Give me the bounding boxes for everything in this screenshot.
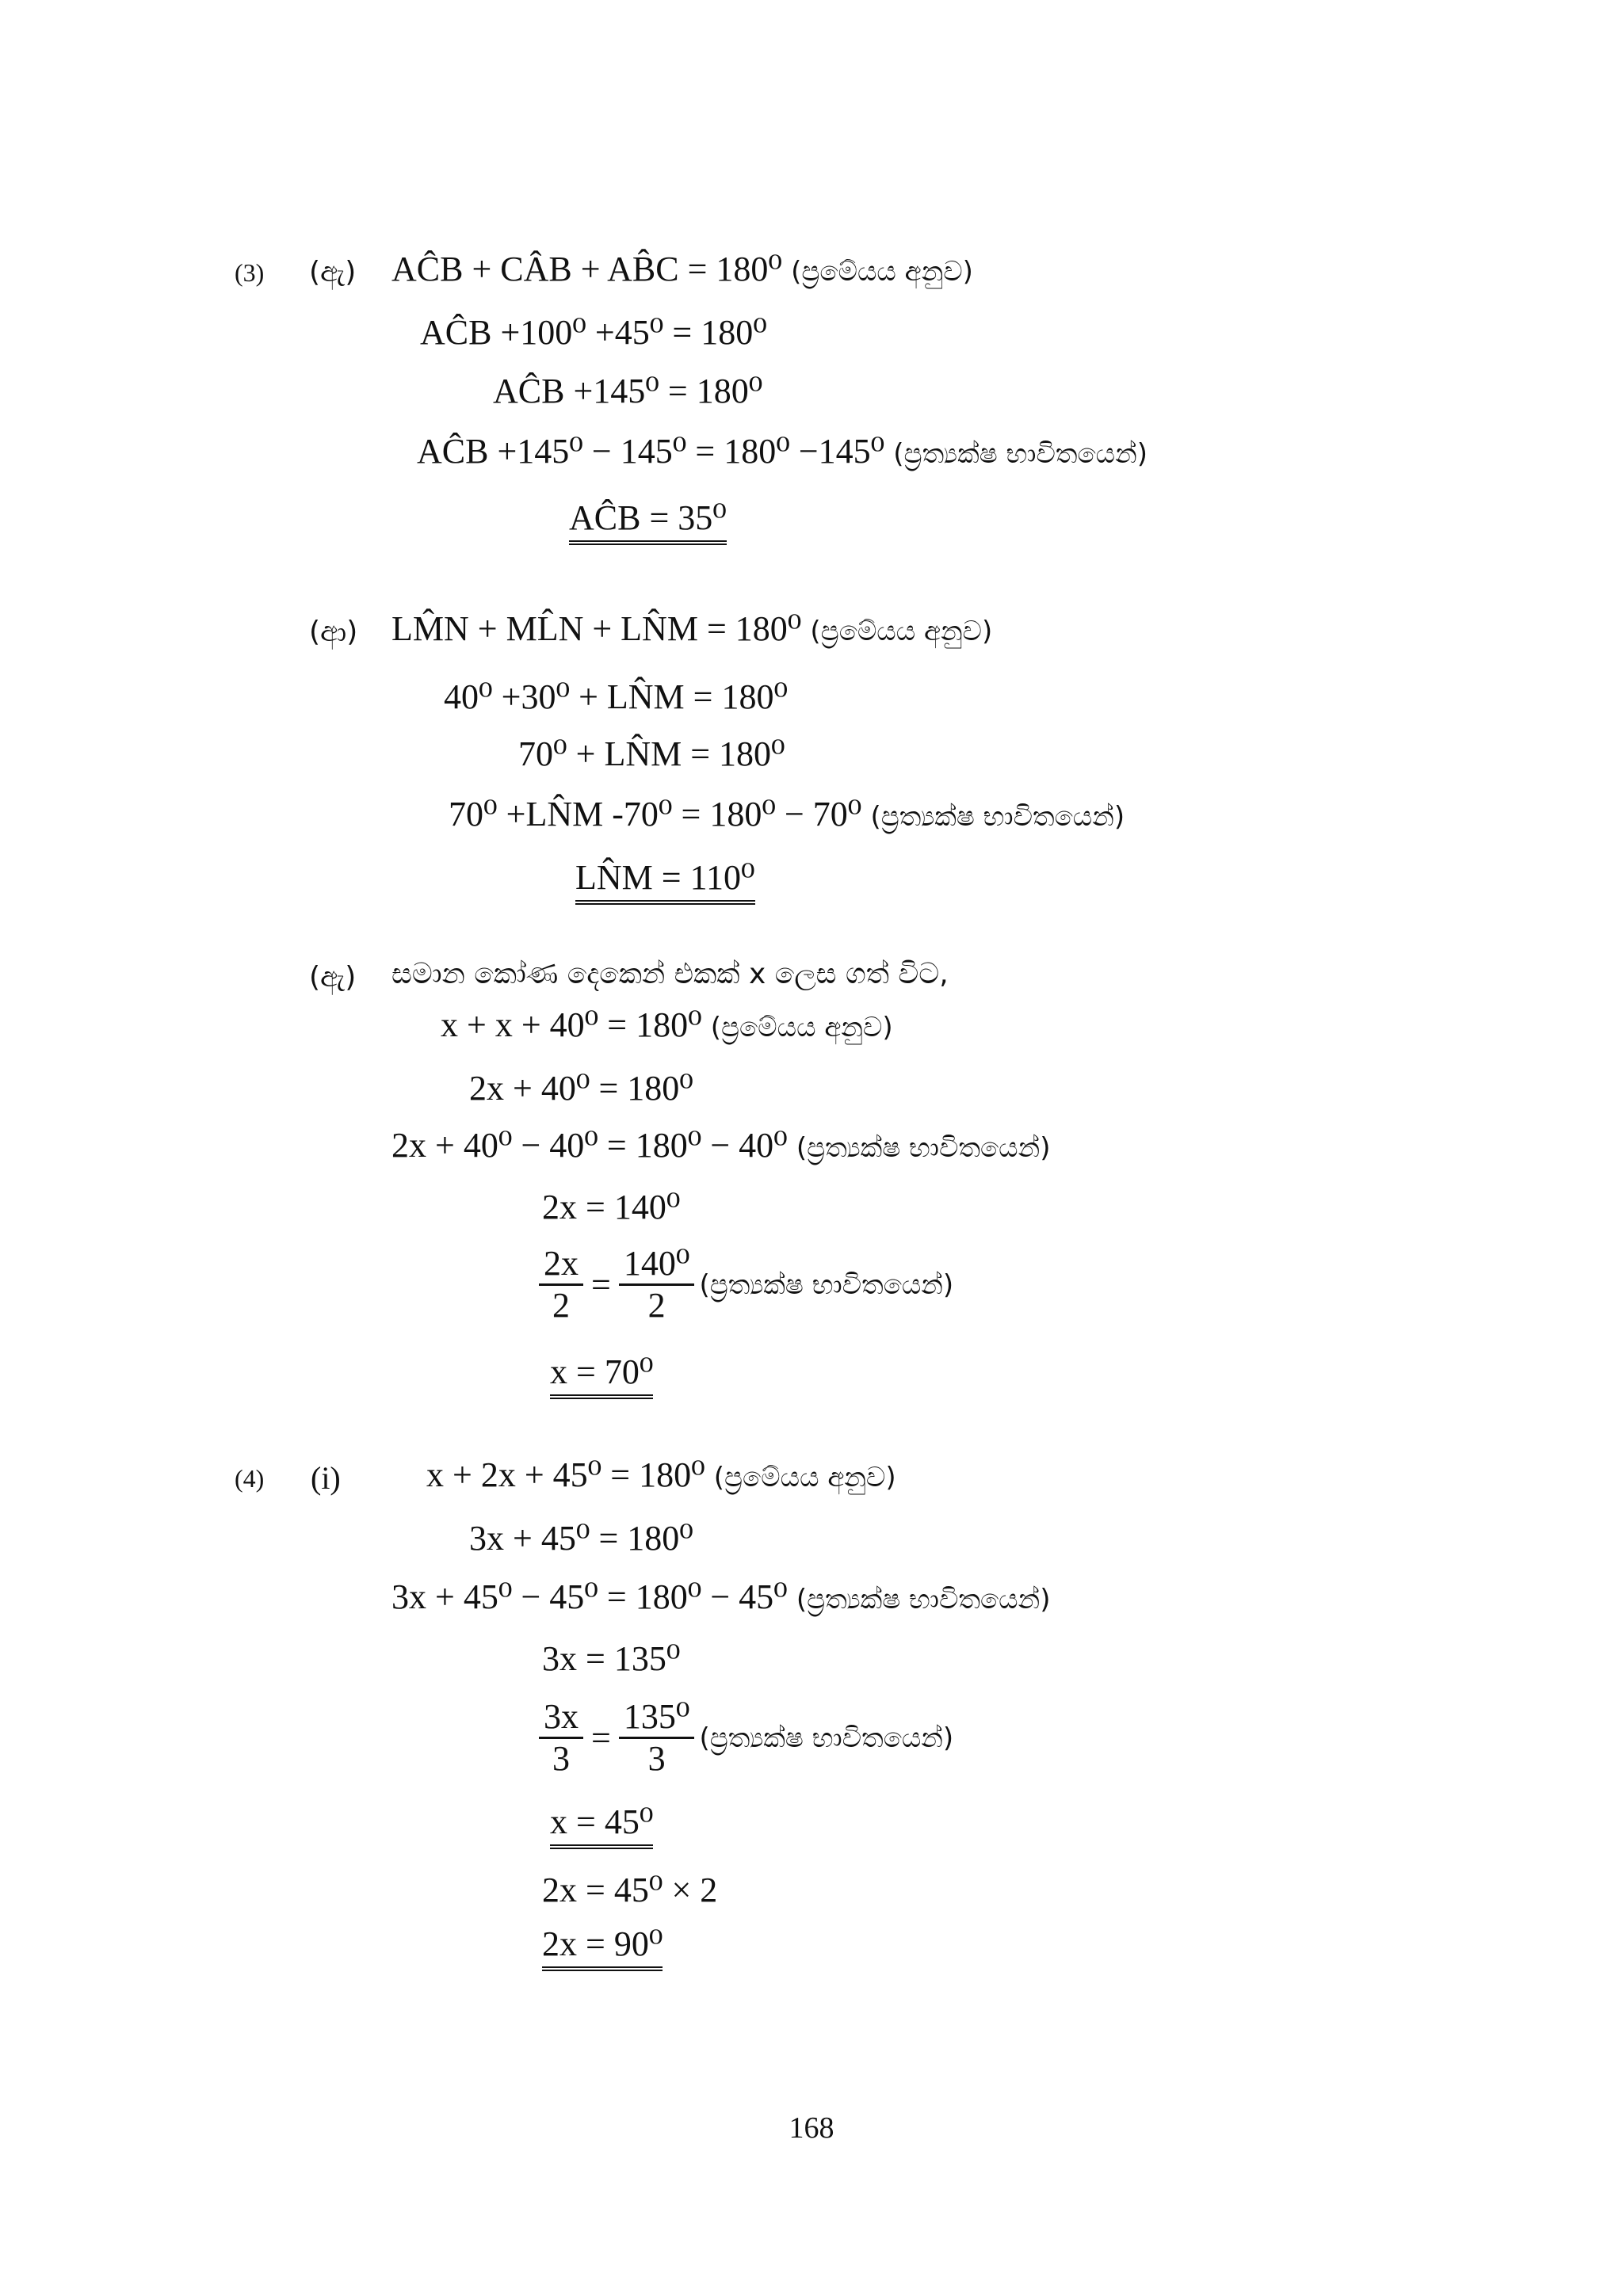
p3a-line4-equation: AĈB +145⁰ − 145⁰ = 180⁰ −145⁰: [417, 432, 885, 471]
problem-3-number: (3): [235, 258, 265, 287]
p3a-line2: AĈB +100⁰ +45⁰ = 180⁰: [420, 313, 767, 352]
p3c-line3-note: (ප්‍රත්‍යක්ෂ භාවිතයෙන්): [796, 1132, 1051, 1164]
p4i-line5: 2x = 45⁰ × 2: [542, 1871, 718, 1909]
p4i-line1-equation: x + 2x + 45⁰ = 180⁰: [426, 1455, 705, 1494]
p3b-result: LN̂M = 110⁰: [575, 857, 755, 905]
p3c-intro: සමාන කෝණ දෙකෙන් එකක් x ලෙස ගත් විට,: [391, 958, 949, 990]
part-i-label: (i): [311, 1460, 341, 1496]
p4i-frac-right: [619, 1697, 695, 1779]
p4i-line3: [391, 1575, 1051, 1622]
p4i-frac-left-den: 3: [552, 1739, 570, 1778]
p3c-result: x = 70⁰: [550, 1352, 653, 1399]
p4i-frac-note: (ප්‍රත්‍යක්ෂ භාවිතයෙන්): [699, 1722, 954, 1754]
p4i-line1: [426, 1453, 896, 1500]
p3c-frac-left: [539, 1244, 583, 1325]
p3c-frac-note: (ප්‍රත්‍යක්ෂ භාවිතයෙන්): [699, 1268, 954, 1301]
p3c-frac-left-den: 2: [552, 1286, 570, 1325]
p3a-line1-note: (ප්‍රමේයය අනුව): [791, 256, 973, 288]
p3c-line4: 2x = 140⁰: [542, 1188, 681, 1226]
p3c-line1: [441, 1003, 893, 1050]
p3a-line4-note: (ප්‍රත්‍යක්ෂ භාවිතයෙන්): [893, 438, 1148, 470]
p3a-result: AĈB = 35⁰: [569, 498, 727, 545]
p3a-line4: [417, 429, 1148, 476]
p4i-line3-equation: 3x + 45⁰ − 45⁰ = 180⁰ − 45⁰: [391, 1577, 788, 1616]
p3c-line1-equation: x + x + 40⁰ = 180⁰: [441, 1005, 702, 1044]
p3a-line1-equation: AĈB + CÂB + AB̂C = 180⁰: [391, 250, 783, 288]
p3b-line3: 70⁰ + LN̂M = 180⁰: [518, 734, 785, 773]
part-c-label: (ඇ): [309, 961, 357, 994]
p3a-line1: [391, 247, 973, 294]
p3b-line4: [449, 792, 1125, 839]
p3b-line4-equation: 70⁰ +LN̂M -70⁰ = 180⁰ − 70⁰: [449, 795, 862, 833]
p4i-line3-note: (ප්‍රත්‍යක්ෂ භාවිතයෙන්): [796, 1584, 1051, 1615]
p3c-fraction-line: [539, 1244, 953, 1325]
p4i-fraction-line: [539, 1697, 953, 1779]
p3b-line1-note: (ප්‍රමේයය අනුව): [810, 616, 993, 647]
p3c-line1-note: (ප්‍රමේයය අනුව): [710, 1012, 893, 1043]
p4i-result: x = 45⁰: [550, 1802, 653, 1849]
page-number: 168: [789, 2111, 834, 2145]
p3c-frac-right-num: 140⁰: [619, 1244, 695, 1286]
p3b-line4-note: (ප්‍රත්‍යක්ෂ භාවිතයෙන්): [870, 801, 1125, 833]
p3c-frac-equals: =: [591, 1265, 611, 1304]
problem-4-number: (4): [235, 1464, 265, 1493]
p4i-line4: 3x = 135⁰: [542, 1639, 681, 1678]
p3c-line3-equation: 2x + 40⁰ − 40⁰ = 180⁰ − 40⁰: [391, 1126, 788, 1165]
p4i-frac-equals: =: [591, 1718, 611, 1757]
p3b-line2: 40⁰ +30⁰ + LN̂M = 180⁰: [444, 677, 789, 716]
p3c-line3: [391, 1123, 1051, 1170]
p4i-line1-note: (ප්‍රමේයය අනුව): [713, 1462, 896, 1493]
p3c-frac-right: [619, 1244, 695, 1325]
p4i-frac-right-den: 3: [647, 1739, 666, 1778]
p4i-frac-left-num: 3x: [539, 1697, 583, 1739]
p3c-line2: 2x + 40⁰ = 180⁰: [469, 1069, 693, 1108]
part-a-label: (ඇ): [309, 256, 357, 288]
p4i-result2: 2x = 90⁰: [542, 1924, 663, 1971]
p3b-line1-equation: LM̂N + ML̂N + LN̂M = 180⁰: [391, 609, 802, 648]
p3a-line3: AĈB +145⁰ = 180⁰: [493, 372, 763, 410]
p3c-frac-left-num: 2x: [539, 1244, 583, 1286]
p4i-frac-left: [539, 1697, 583, 1779]
p3b-line1: [391, 607, 992, 654]
p3c-frac-right-den: 2: [647, 1286, 666, 1325]
p4i-frac-right-num: 135⁰: [619, 1697, 695, 1739]
part-b-label: (ආ): [309, 616, 358, 648]
p4i-line2: 3x + 45⁰ = 180⁰: [469, 1519, 693, 1558]
